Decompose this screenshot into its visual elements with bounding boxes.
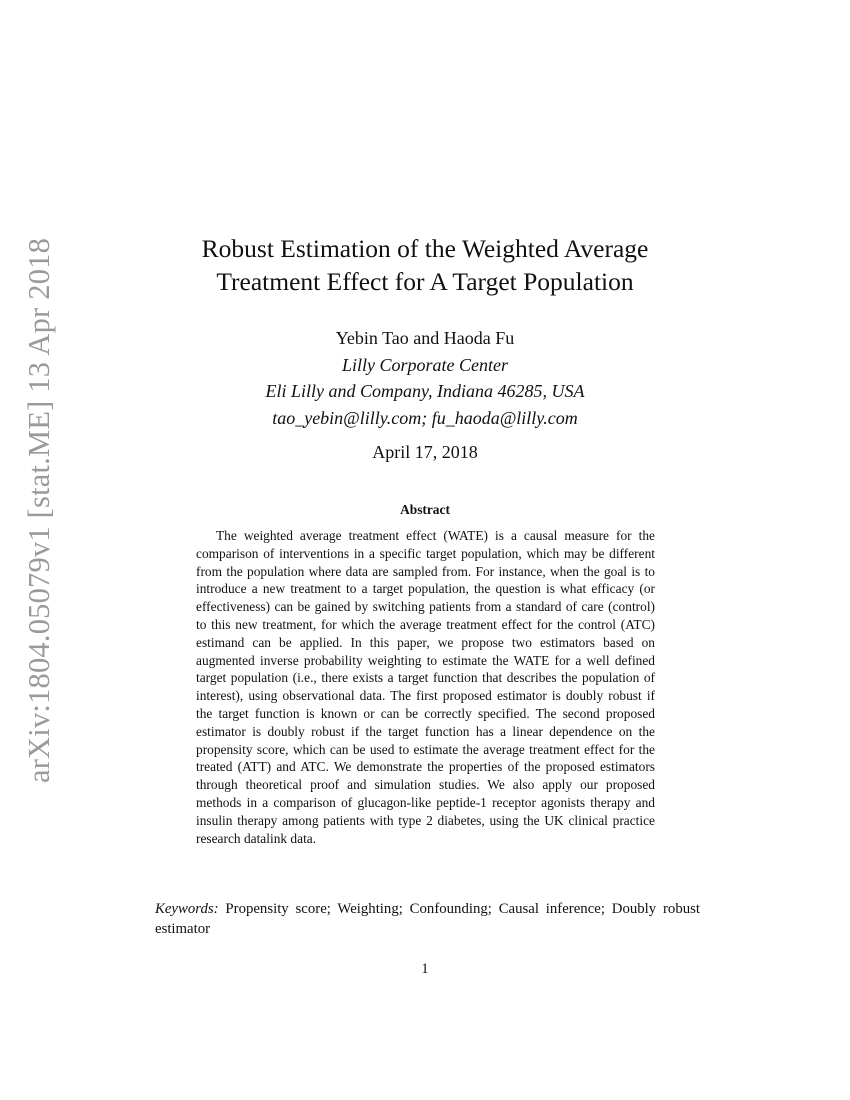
title-line-1: Robust Estimation of the Weighted Average [201,234,649,263]
arxiv-watermark [17,237,63,783]
author-block [100,325,750,431]
keywords-label: Keywords: [155,901,219,917]
arxiv-id-text: arXiv:1804.05079v1 [stat.ME] 13 Apr 2018 [22,237,57,783]
page-number: 1 [421,961,429,977]
author-emails: tao_yebin@lilly.com; fu_haoda@lilly.com [272,407,578,428]
author-address: Eli Lilly and Company, Indiana 46285, USA [265,381,585,401]
keywords-text: Propensity score; Weighting; Confounding; Causal inference; Doubly robust estimator [155,901,700,937]
author-names: Yebin Tao and Haoda Fu [335,328,515,348]
author-affiliation: Lilly Corporate Center [342,354,508,375]
title-line-2: Treatment Effect for A Target Population [216,267,634,296]
paper-date: April 17, 2018 [372,442,478,462]
abstract-text: The weighted average treatment effect (WATE) is a causal measure for the comparison of interventions in a specific target population, which may be different from the population where data are sampled from. For instance, when the goal is to introduce a new treatment to a target population, the question is what efficacy (or effectiveness) can be gained by switching patients from a standard of care (control) to this new treatment, for which the average treatment effect for the control (ATC) estimand can be applied. In this paper, we propose two estimators based on augmented inverse probability weighting to estimate the WATE for a well defined target population (i.e., there exists a target function that describes the population of interest), using observational data. The first proposed estimator is doubly robust if the target function is known or can be correctly specified. The second proposed estimator is doubly robust if the target function has a linear dependence on the propensity score, which can be used to estimate the average treatment effect for the treated (ATT) and ATC. We demonstrate the properties of the proposed estimators through theoretical proof and simulation studies. We also apply our proposed methods in a comparison of glucagon-like peptide-1 receptor agonists therapy and insulin therapy among patients with type 2 diabetes, using the UK clinical practice research datalink data. [196,528,655,846]
paper-title [100,232,750,298]
abstract-heading: Abstract [400,502,450,517]
keywords [155,900,700,939]
